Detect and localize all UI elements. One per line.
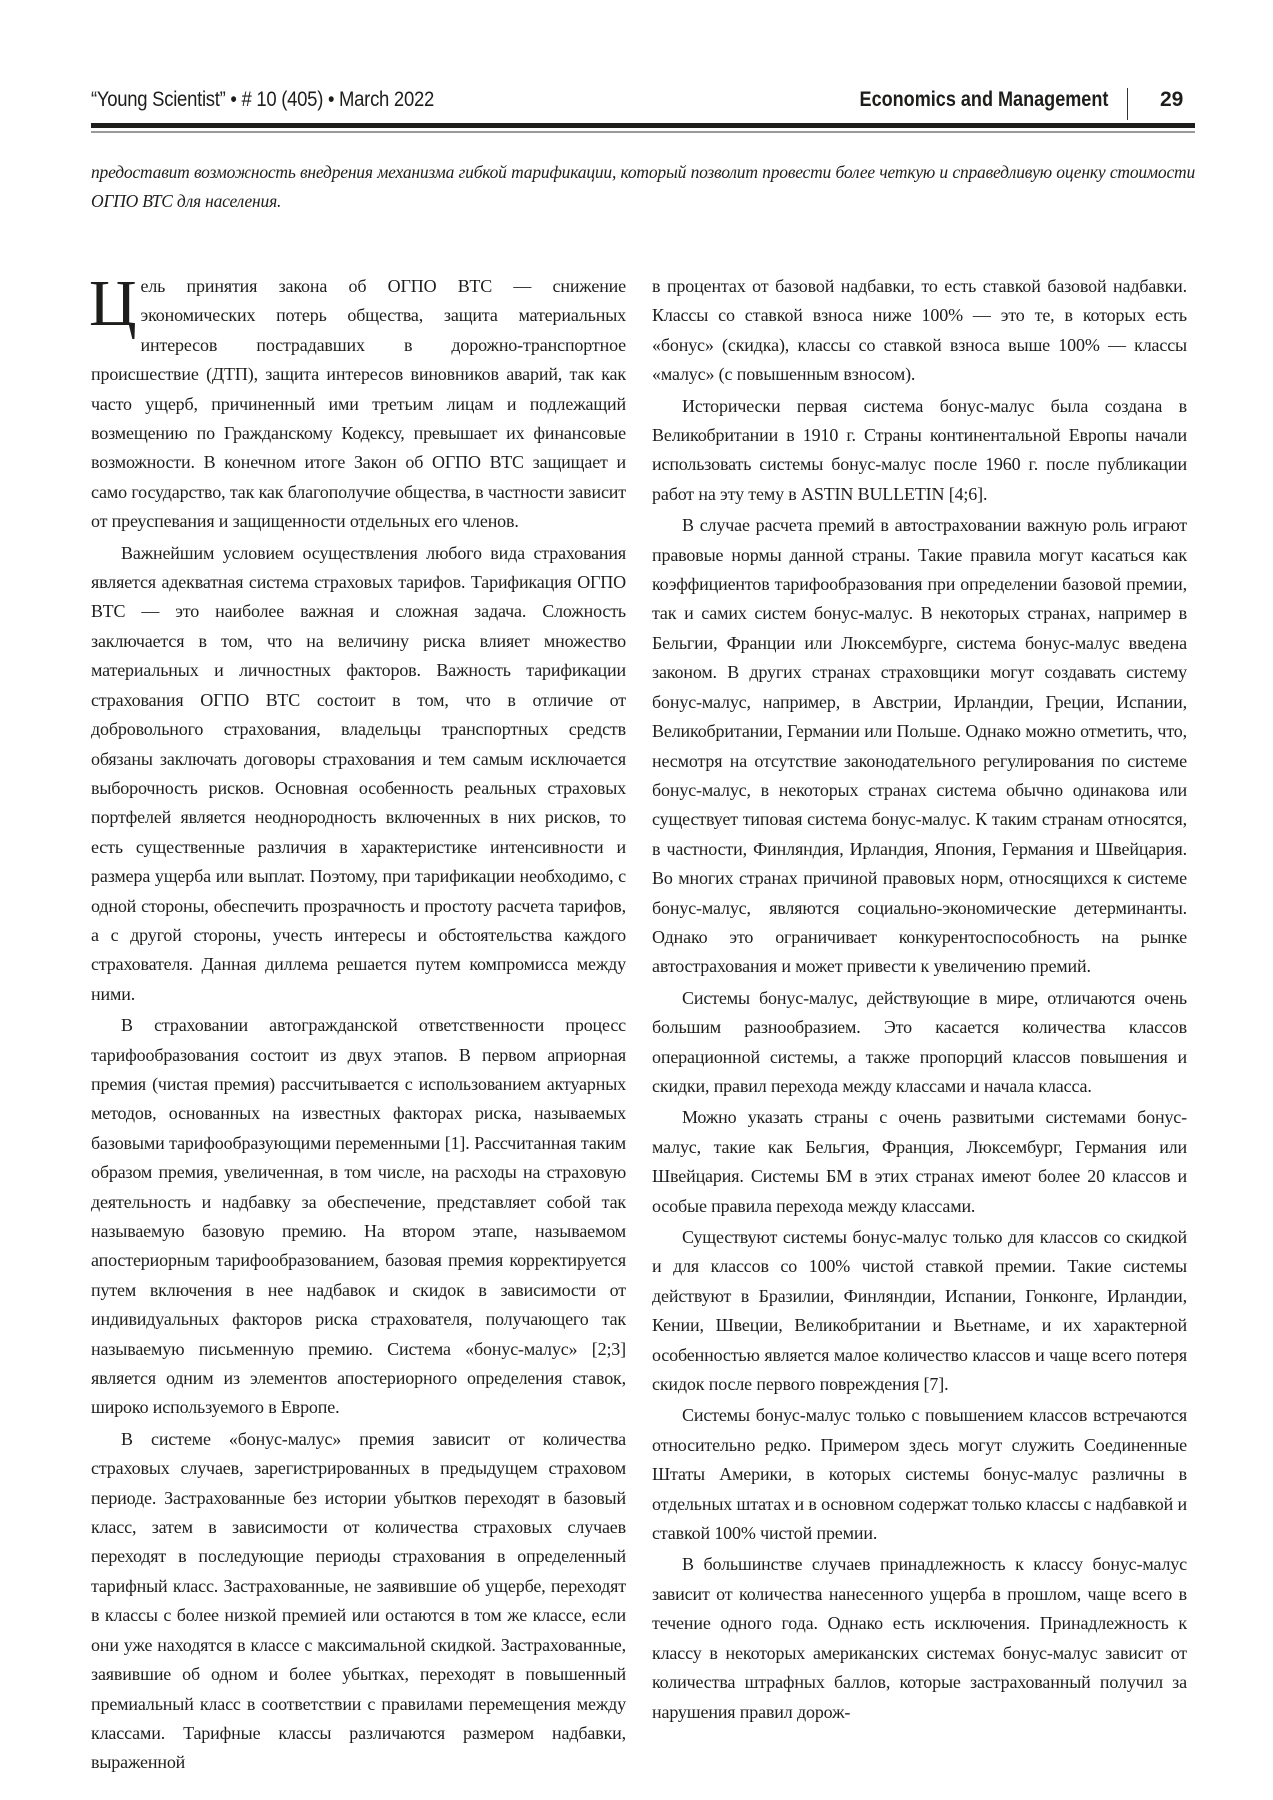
header-rule-thin — [91, 131, 1195, 133]
paragraph: В страховании автогражданской ответственности процесс тарифообразования состоит из двух этапов. В первом априорная премия (чистая премия) рассчитывается с использованием актуарных методов, основанных на известных факторах риска, называемых базовыми тарифообразующими переменными [1]. Рассчитанная таким образом премия, увеличенная, в том числе, на расходы на страховую деятельность и надбавку за обеспечение, представляет собой так называемую базовую премию. На втором этапе, называемом апостериорным тарифообразованием, базовая премия корректируется путем включения в нее надбавок и скидок в зависимости от индивидуальных факторов риска страхователя, получающего так называемую письменную премию. Система «бонус-малус» [2;3] является одним из элементов апостериорного определения ставок, широко используемого в Европе. — [91, 1015, 626, 1418]
drop-cap: Ц — [89, 267, 137, 340]
paragraph: в процентах от базовой надбавки, то есть ставкой базовой надбавки. Классы со ставкой взноса ниже 100% — это те, в которых есть «бонус» (скидка), классы со ставкой взноса выше 100% — классы «малус» (с повышенным взносом). — [652, 276, 1187, 385]
paragraph — [89, 267, 626, 537]
paragraph: Можно указать страны с очень развитыми системами бонус-малус, такие как Бельгия, Франция, Люксембург, Германия или Швейцария. Системы БМ в этих странах имеют более 20 классов и особые правила перехода между классами. — [652, 1107, 1187, 1216]
header-divider — [1127, 88, 1128, 120]
paragraph: Системы бонус-малус, действующие в мире, отличаются очень большим разнообразием. Это касается количества классов операционной системы, а также пропорций классов повышения и скидки, правил перехода между классами и начала класса. — [652, 987, 1187, 1096]
paragraph: В системе «бонус-малус» премия зависит от количества страховых случаев, зарегистрированных в предыдущем страховом периоде. Застрахованные без истории убытков переходят в базовый класс, затем в зависимости от количества страховых случаев переходят в последующие периоды страхования в определенный тарифный класс. Застрахованные, не заявившие об ущербе, переходят в классы с более низкой премией или остаются в том же классе, если они уже находятся в классе с максимальной скидкой. Застрахованные, заявившие об одном и более убытках, переходят в повышенный премиальный класс в соответствии с правилами перемещения между классами. Тарифные классы различаются размером надбавки, выраженной — [91, 1428, 626, 1773]
paragraph-text: ель принятия закона об ОГПО ВТС — снижение экономических потерь общества, защита материальных интересов пострадавших в дорожно-транспортное происшествие (ДТП), защита интересов виновников аварий, так как часто ущерб, причиненный ими третьим лицам и подлежащий возмещению по Гражданскому Кодексу, превышает их финансовые возможности. В конечном итоге Закон об ОГПО ВТС защищает и само государство, так как благополучие общества, в частности зависит от преуспевания и защищенности отдельных его членов. — [91, 276, 626, 532]
paragraph: В большинстве случаев принадлежность к классу бонус-малус зависит от количества нанесенного ущерба в прошлом, чаще всего в течение одного года. Однако есть исключения. Принадлежность к классу в некоторых американских системах бонус-малус зависит от количества штрафных баллов, которые застрахованный получил за нарушения правил дорож- — [652, 1554, 1187, 1722]
intro-italic-text: предоставит возможность внедрения механизма гибкой тарификации, который позволит провести более четкую и справедливую оценку стоимости ОГПО ВТС для населения. — [91, 162, 1195, 211]
paragraph: В случае расчета премий в автостраховании важную роль играют правовые нормы данной страны. Такие правила могут касаться как коэффициентов тарифообразования при определении базовой премии, так и самих систем бонус-малус. В некоторых странах, например в Бельгии, Франции или Люксембурге, система бонус-малус введена законом. В других странах страховщики могут создавать систему бонус-малус, например, в Австрии, Ирландии, Греции, Испании, Великобритании, Германии или Польше. Однако можно отметить, что, несмотря на отсутствие законодательного регулирования по системе бонус-малус, в некоторых странах система обычно одинакова или существует типовая система бонус-малус. К таким странам относятся, в частности, Финляндия, Ирландия, Япония, Германия и Швейцария. Во многих странах причиной правовых норм, относящихся к системе бонус-малус, являются социально-экономические детерминанты. Однако это ограничивает конкурентоспособность на рынке автострахования и может привести к увеличению премий. — [652, 515, 1187, 977]
paragraph: Исторически первая система бонус-малус была создана в Великобритании в 1910 г. Страны континентальной Европы начали использовать системы бонус-малус после 1960 г. после публикации работ на эту тему в ASTIN BULLETIN [4;6]. — [652, 395, 1187, 504]
paragraph: Системы бонус-малус только с повышением классов встречаются относительно редко. Примером здесь могут служить Соединенные Штаты Америки, в которых системы бонус-малус различны в отдельных штатах и в основном содержат только классы с надбавкой и ставкой 100% чистой премии. — [652, 1405, 1187, 1544]
journal-info: “Young Scientist” • # 10 (405) • March 2022 — [91, 88, 434, 111]
right-column — [652, 272, 1187, 1729]
section-title: Economics and Management — [859, 88, 1108, 111]
page-number: 29 — [1160, 88, 1184, 111]
paragraph: Важнейшим условием осуществления любого вида страхования является адекватная система страховых тарифов. Тарификация ОГПО ВТС — это наиболее важная и сложная задача. Сложность заключается в том, что на величину риска влияет множество материальных и личностных факторов. Важность тарификации страхования ОГПО ВТС состоит в том, что в отличие от добровольного страхования, владельцы транспортных средств обязаны заключать договоры страхования и тем самым исключается выборочность рисков. Основная особенность реальных страховых портфелей является неоднородность включенных в них рисков, то есть существенные различия в характеристике интенсивности и размера ущерба или выплат. Поэтому, при тарификации необходимо, с одной стороны, обеспечить прозрачность и простоту расчета тарифов, а с другой стороны, учесть интересы и обстоятельства каждого страхователя. Данная диллема решается путем компромисса между ними. — [91, 542, 626, 1004]
left-column — [89, 267, 626, 1780]
paragraph: Существуют системы бонус-малус только для классов со скидкой и для классов со 100% чистой ставкой премии. Такие системы действуют в Бразилии, Финляндии, Испании, Гонконге, Ирландии, Кении, Швеции, Великобритании и Вьетнаме, и их характерной особенностью является малое количество классов и чаще всего потеря скидок после первого повреждения [7]. — [652, 1227, 1187, 1395]
header-rule-thick — [91, 123, 1195, 128]
